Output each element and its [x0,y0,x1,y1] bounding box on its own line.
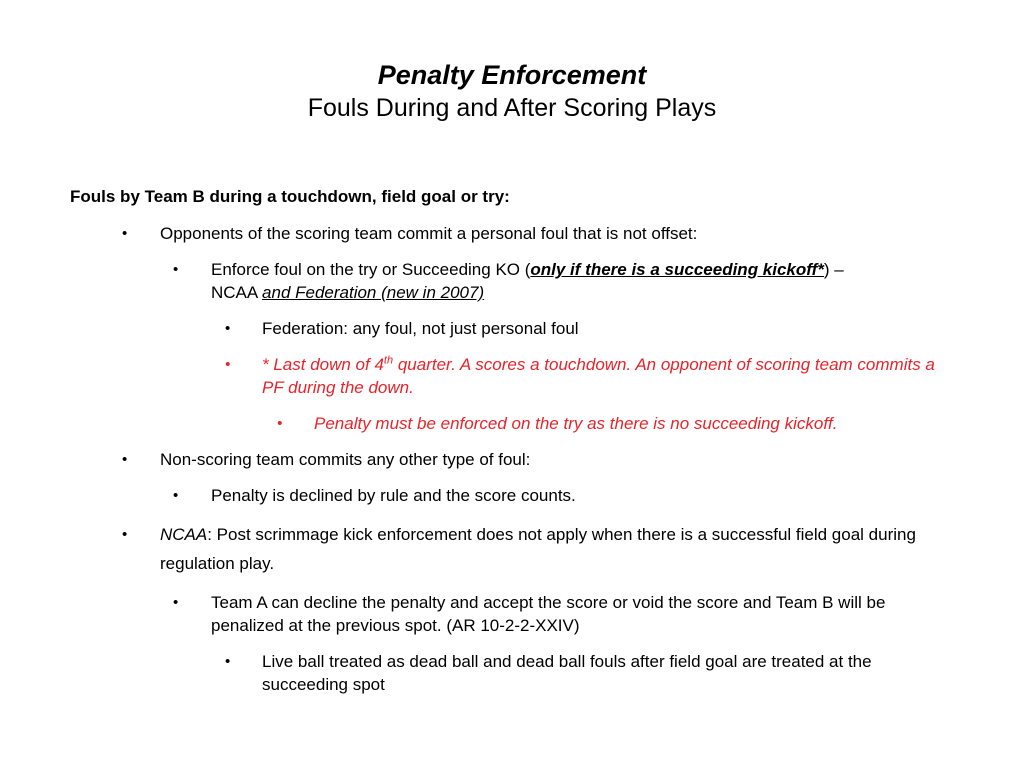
bullet-text: Non-scoring team commits any other type of foul: [160,450,531,469]
bullet-text: : Post scrimmage kick enforcement does not apply when there is a successful field goal during regulation play. [160,525,916,573]
bullet-dot: • [225,653,231,670]
bullet-text: Live ball treated as dead ball and dead ball fouls after field goal are treated at the succeeding spot [262,652,872,694]
bullet-enforce-foul-try [70,258,961,304]
title-block [0,58,1024,124]
slide-title: Penalty Enforcement [377,60,647,90]
bullet-ncaa-field-goal [70,520,960,578]
bullet-dot: • [122,225,128,242]
bullet-dot: • [225,320,231,337]
bullet-dot: • [277,415,283,432]
bullet-text: Penalty must be enforced on the try as there is no succeeding kickoff. [314,414,838,433]
slide-subtitle: Fouls During and After Scoring Plays [307,94,717,122]
emphasis-text: NCAA [160,525,208,544]
bullet-text: Opponents of the scoring team commit a personal foul that is not offset: [160,224,698,243]
bullet-text: Enforce foul on the try or Succeeding KO ( [211,260,531,279]
bullet-dot: • [173,261,179,278]
bullet-dot: • [225,356,231,373]
bullet-text: quarter. A scores a touchdown. An opponent of scoring team commits a PF during the down. [262,355,935,397]
bullet-team-a-decline [70,591,961,637]
bullet-non-scoring-team [70,448,960,471]
bullet-dot: • [173,594,179,611]
bullet-live-ball-dead-ball [70,650,952,696]
bullet-text: NCAA [211,283,263,302]
bullet-dot: • [122,526,128,543]
bullet-text: Team A can decline the penalty and accept the score or void the score and Team B will be penalized at the previous spot. (AR 10-2-2-XXIV) [211,593,886,635]
slide-content [70,186,970,709]
bullet-federation-any-foul [70,317,952,340]
bullet-penalty-on-try [70,412,964,435]
section-heading: Fouls by Team B during a touchdown, field goal or try: [70,187,510,206]
superscript: th [383,354,394,367]
bullet-text: ) – [823,260,844,279]
bullet-text: Federation: any foul, not just personal foul [262,319,579,338]
bullet-example-last-down [70,353,952,399]
bullet-text: Penalty is declined by rule and the score counts. [211,486,576,505]
bullet-dot: • [122,451,128,468]
emphasis-text: and Federation (new in 2007) [262,283,485,302]
bullet-penalty-declined [70,484,961,507]
bullet-dot: • [173,487,179,504]
emphasis-text: only if there is a succeeding kickoff* [530,260,824,279]
bullet-opponents-personal-foul [70,222,960,245]
bullet-text: * Last down of 4 [262,355,384,374]
